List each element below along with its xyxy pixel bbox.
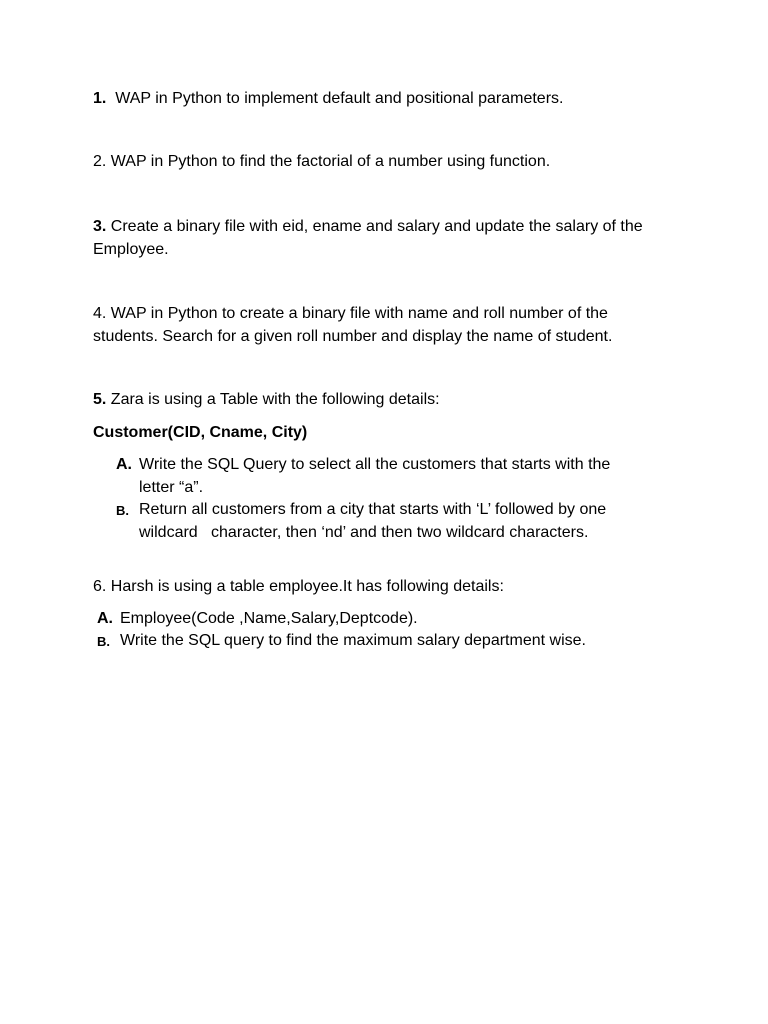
question-text: WAP in Python to find the factorial of a number using function. [110, 153, 551, 170]
question-number: 4. [93, 305, 107, 322]
table-schema: Customer(CID, Cname, City) [93, 424, 308, 441]
list-item-q5-a [116, 453, 656, 499]
question-6 [93, 575, 683, 598]
list-marker: B. [97, 634, 110, 649]
question-text: WAP in Python to create a binary file with name and roll number of the students. Search for a given roll number and display the name of student. [93, 305, 613, 345]
list-item-text: Write the SQL query to find the maximum salary department wise. [120, 632, 586, 649]
question-number: 6. [93, 578, 107, 595]
question-text: Zara is using a Table with the following details: [110, 391, 440, 408]
question-5 [93, 388, 683, 411]
list-item-q5-b [116, 498, 656, 544]
question-number: 3. [93, 218, 107, 235]
question-text: WAP in Python to implement default and positional parameters. [115, 90, 564, 107]
question-1 [93, 87, 683, 110]
list-item-text: Employee(Code ,Name,Salary,Deptcode). [120, 610, 418, 627]
list-marker: A. [97, 610, 113, 627]
question-4 [93, 302, 653, 348]
question-text: Create a binary file with eid, ename and salary and update the salary of the Employee. [93, 218, 643, 258]
list-item-q6-b [97, 629, 657, 652]
question-2 [93, 150, 683, 173]
question-number: 5. [93, 391, 107, 408]
list-item-q6-a [97, 607, 657, 630]
question-text: Harsh is using a table employee.It has following details: [110, 578, 504, 595]
question-3 [93, 215, 683, 261]
list-marker: B. [116, 503, 129, 518]
list-item-text: Write the SQL Query to select all the customers that starts with the letter “a”. [139, 456, 611, 496]
question-number: 2. [93, 153, 107, 170]
list-item-text: Return all customers from a city that starts with ‘L’ followed by one wildcard character, then ‘nd’ and then two wildcard characters. [139, 501, 611, 541]
list-marker: A. [116, 456, 132, 473]
question-number: 1. [93, 90, 107, 107]
